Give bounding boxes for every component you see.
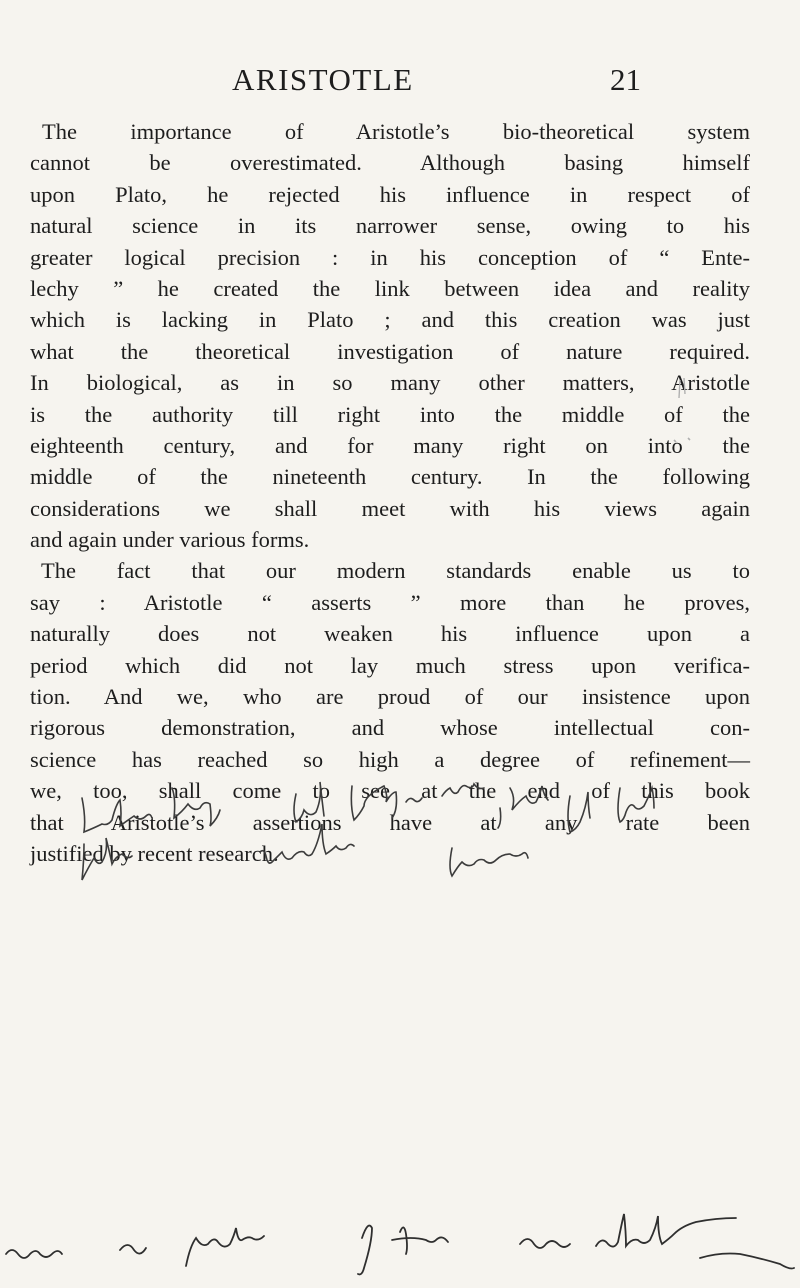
text-line: and again under various forms. [30, 527, 310, 553]
text-line: we, too, shall come to see at the end of this book [30, 778, 750, 804]
text-line: eighteenth century, and for many right on into the [30, 432, 750, 458]
text-line: say : Aristotle “ asserts ” more than he proves, [30, 589, 750, 615]
handwritten-annotation [60, 768, 800, 898]
text-line: The importance of Aristotle’s bio-theoretical system [42, 119, 750, 144]
text-line: tion. And we, who are proud of our insistence upon [30, 684, 750, 710]
text-line: rigorous demonstration, and whose intellectual con- [30, 715, 750, 741]
text-line: lechy ” he created the link between idea and reality [30, 275, 750, 301]
text-line: middle of the nineteenth century. In the following [30, 464, 750, 490]
handwritten-annotation [0, 1196, 800, 1288]
text-line: period which did not lay much stress upon verifica- [30, 652, 750, 678]
text-line: justified by recent research. [30, 840, 279, 866]
text-line: naturally does not weaken his influence upon a [30, 621, 750, 647]
text-line: science has reached so high a degree of refinement— [30, 746, 750, 772]
text-line: The fact that our modern standards enable us to [41, 558, 750, 584]
text-line: greater logical precision : in his conception of “ Ente- [30, 244, 750, 270]
text-line: which is lacking in Plato ; and this creation was just [30, 307, 750, 333]
page-header [232, 62, 641, 102]
text-line: considerations we shall meet with his views again [30, 495, 750, 521]
page-number: 21 [610, 62, 641, 97]
text-line: is the authority till right into the middle of the [30, 401, 750, 427]
text-line: natural science in its narrower sense, owing to his [30, 213, 750, 239]
margin-mark [668, 376, 698, 446]
text-line: cannot be overestimated. Although basing himself [30, 150, 750, 176]
running-head: ARISTOTLE [232, 62, 414, 97]
body-text [30, 116, 750, 869]
text-line: In biological, as in so many other matters, Aristotle [30, 370, 750, 396]
text-line: upon Plato, he rejected his influence in respect of [30, 181, 750, 207]
text-line: that Aristotle’s assertions have at any rate been [30, 809, 750, 835]
text-line: what the theoretical investigation of nature required. [30, 338, 750, 364]
